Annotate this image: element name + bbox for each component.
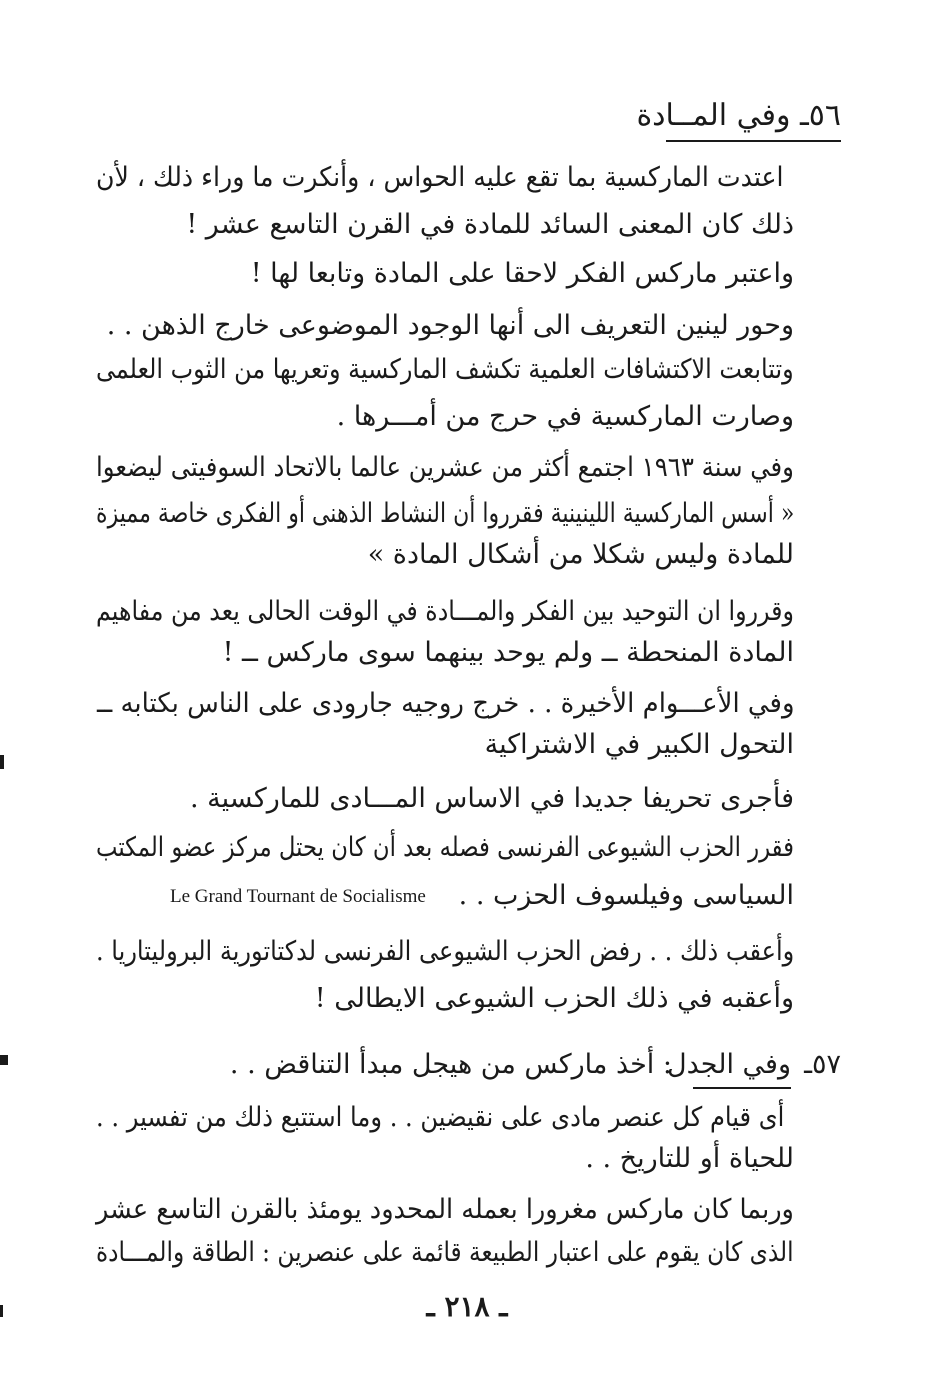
text-line: المادة المنحطة ــ ولم يوحد بينهما سوى ماركس ــ !: [222, 637, 794, 668]
text-line: الذى كان يقوم على اعتبار الطبيعة قائمة على عنصرين : الطاقة والمـــادة: [96, 1237, 794, 1268]
book-title-latin: Le Grand Tournant de Socialisme: [170, 886, 426, 907]
text-line: « أسس الماركسية اللينينية فقرروا أن النشاط الذهنى أو الفكرى خاصة مميزة: [95, 498, 794, 529]
scan-edge-mark: [0, 755, 4, 769]
text-line: وأعقب ذلك . . رفض الحزب الشيوعى الفرنسى لدكتاتورية البروليتاريا .: [95, 936, 794, 967]
heading-underline: [666, 140, 841, 142]
text-line: اعتدت الماركسية بما تقع عليه الحواس ، وأنكرت ما وراء ذلك ، لأن: [96, 162, 784, 193]
section-number-57: ٥٧ـ: [804, 1049, 841, 1080]
text-line: التحول الكبير في الاشتراكية: [484, 729, 794, 760]
text-line: وحور لينين التعريف الى أنها الوجود الموضوعى خارج الذهن . .: [106, 310, 794, 341]
text-line: فقرر الحزب الشيوعى الفرنسى فصله بعد أن كان يحتل مركز عضو المكتب: [95, 832, 794, 863]
text-line: وربما كان ماركس مغرورا بعمله المحدود يومئذ بالقرن التاسع عشر: [96, 1194, 794, 1225]
text-line: أى قيام كل عنصر مادى على نقيضين . . وما استتبع ذلك من تفسير . .: [95, 1102, 784, 1133]
text-line: للحياة أو للتاريخ . .: [585, 1143, 794, 1174]
text-line: السياسى وفيلسوف الحزب . .: [458, 880, 794, 911]
scan-edge-mark: [0, 1055, 8, 1065]
text-line: وقرروا ان التوحيد بين الفكر والمـــادة في الوقت الحالى يعد من مفاهيم: [96, 596, 794, 627]
text-line: فأجرى تحريفا جديدا في الاساس المـــادى للماركسية .: [190, 783, 794, 814]
text-line: للمادة وليس شكلا من أشكال المادة »: [367, 539, 794, 570]
text-line: ذلك كان المعنى السائد للمادة في القرن التاسع عشر !: [186, 209, 794, 240]
text-line: وتتابعت الاكتشافات العلمية تكشف الماركسية وتعريها من الثوب العلمى: [96, 354, 794, 385]
section-heading-56: ٥٦ـ وفي المــادة: [636, 98, 841, 133]
text-line: واعتبر ماركس الفكر لاحقا على المادة وتابعا لها !: [250, 258, 794, 289]
scan-edge-mark: [0, 1305, 3, 1317]
text-line: : أخذ ماركس من هيجل مبدأ التناقض . .: [229, 1049, 672, 1080]
text-line: وفي سنة ١٩٦٣ اجتمع أكثر من عشرين عالما بالاتحاد السوفيتى ليضعوا: [96, 452, 794, 483]
section-title-57: وفي الجدل: [667, 1049, 791, 1080]
text-line: وفي الأعـــوام الأخيرة . . خرج روجيه جارودى على الناس بكتابه ــ: [96, 688, 794, 719]
section-title-underline: [693, 1087, 791, 1089]
text-line: وصارت الماركسية في حرج من أمـــرها .: [336, 401, 794, 432]
page-number: ـ ٢١٨ ـ: [426, 1290, 508, 1323]
text-line: وأعقبه في ذلك الحزب الشيوعى الايطالى !: [314, 983, 794, 1014]
